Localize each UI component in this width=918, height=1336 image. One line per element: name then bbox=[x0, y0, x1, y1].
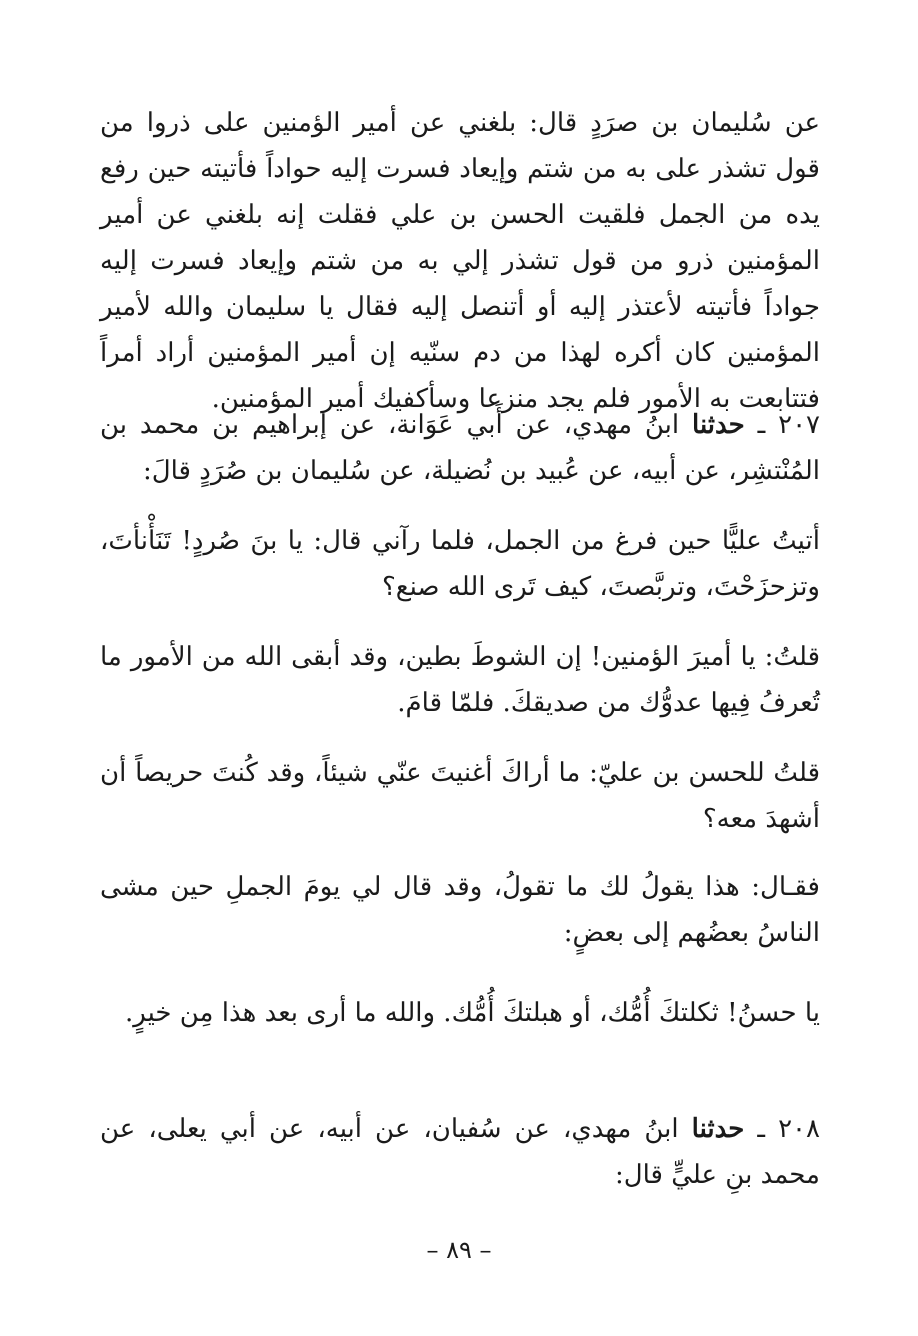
page-number: – ٨٩ – bbox=[426, 1236, 492, 1264]
narration-208 bbox=[100, 1106, 820, 1198]
paragraph-text: يا حسنُ! ثكلتكَ أُمُّك، أو هبلتكَ أُمُّك. والله ما أرى بعد هذا مِن خيرٍ. bbox=[124, 998, 820, 1028]
paragraph-text: أتيتُ عليًّا حين فرغ من الجمل، فلما رآني قال: يا بنَ صُردٍ! تَنَأْنأتَ، وتزحزَحْتَ، وتربَّصتَ، كيف تَرى الله صنع؟ bbox=[100, 526, 820, 602]
paragraph-intro bbox=[100, 100, 820, 422]
narration-207 bbox=[100, 402, 820, 494]
narration-chain: ابنُ مهدي، عن أَبي عَوَانة، عن إبراهيم بن محمد بن المُنْتشِر، عن أبيه، عن عُبيد بن نُضيلة، عن سُليمان بن صُرَدٍ قالَ: bbox=[100, 410, 820, 486]
paragraph-quote bbox=[100, 990, 820, 1036]
narration-keyword: حدثنا bbox=[692, 410, 745, 440]
narration-number: ٢٠٧ ـ bbox=[757, 410, 821, 440]
narration-keyword: حدثنا bbox=[691, 1114, 745, 1144]
narration-number: ٢٠٨ ـ bbox=[757, 1114, 820, 1144]
paragraph-text: عن سُليمان بن صرَدٍ قال: بلغني عن أمير الؤمنين على ذروا من قول تشذر على به من شتم وإيعاد فسرت إليه حواداً فأتيته حين رفع يده من الجمل فلقيت الحسن بن علي فقلت إنه بلغني عن أمير المؤمنين ذرو من قول تشذر إلي به من شتم وإيعاد فسرت إليه جواداً فأتيته لأعتذر إليه أو أتنصل إليه فقال يا سليمان والله لأمير المؤمنين كان أكره لهذا من دم سنّيه إن أمير المؤمنين أراد أمراً فتتابعت به الأمور فلم يجد منزعا وسأكفيك أمير المؤمنين. bbox=[100, 108, 820, 414]
narration-chain: ابنُ مهدي، عن سُفيان، عن أبيه، عن أبي يعلى، عن محمد بنِ عليٍّ قال: bbox=[100, 1114, 820, 1190]
paragraph-text: قلتُ: يا أميرَ الؤمنين! إن الشوطَ بطين، وقد أبقى الله من الأمور ما تُعرفُ فِيها عدوُّك من صديقكَ. فلمّا قامَ. bbox=[100, 642, 820, 718]
paragraph-ali-speech bbox=[100, 518, 820, 610]
paragraph-reply bbox=[100, 634, 820, 726]
paragraph-hasan-answer bbox=[100, 864, 820, 956]
paragraph-text: فقـال: هذا يقولُ لك ما تقولُ، وقد قال لي يومَ الجملِ حين مشى الناسُ بعضُهم إلى بعضٍ: bbox=[100, 872, 820, 948]
paragraph-text: قلتُ للحسن بن عليّ: ما أراكَ أغنيتَ عنّي شيئاً، وقد كُنتَ حريصاً أن أشهدَ معه؟ bbox=[100, 758, 820, 834]
paragraph-hasan-question bbox=[100, 750, 820, 842]
